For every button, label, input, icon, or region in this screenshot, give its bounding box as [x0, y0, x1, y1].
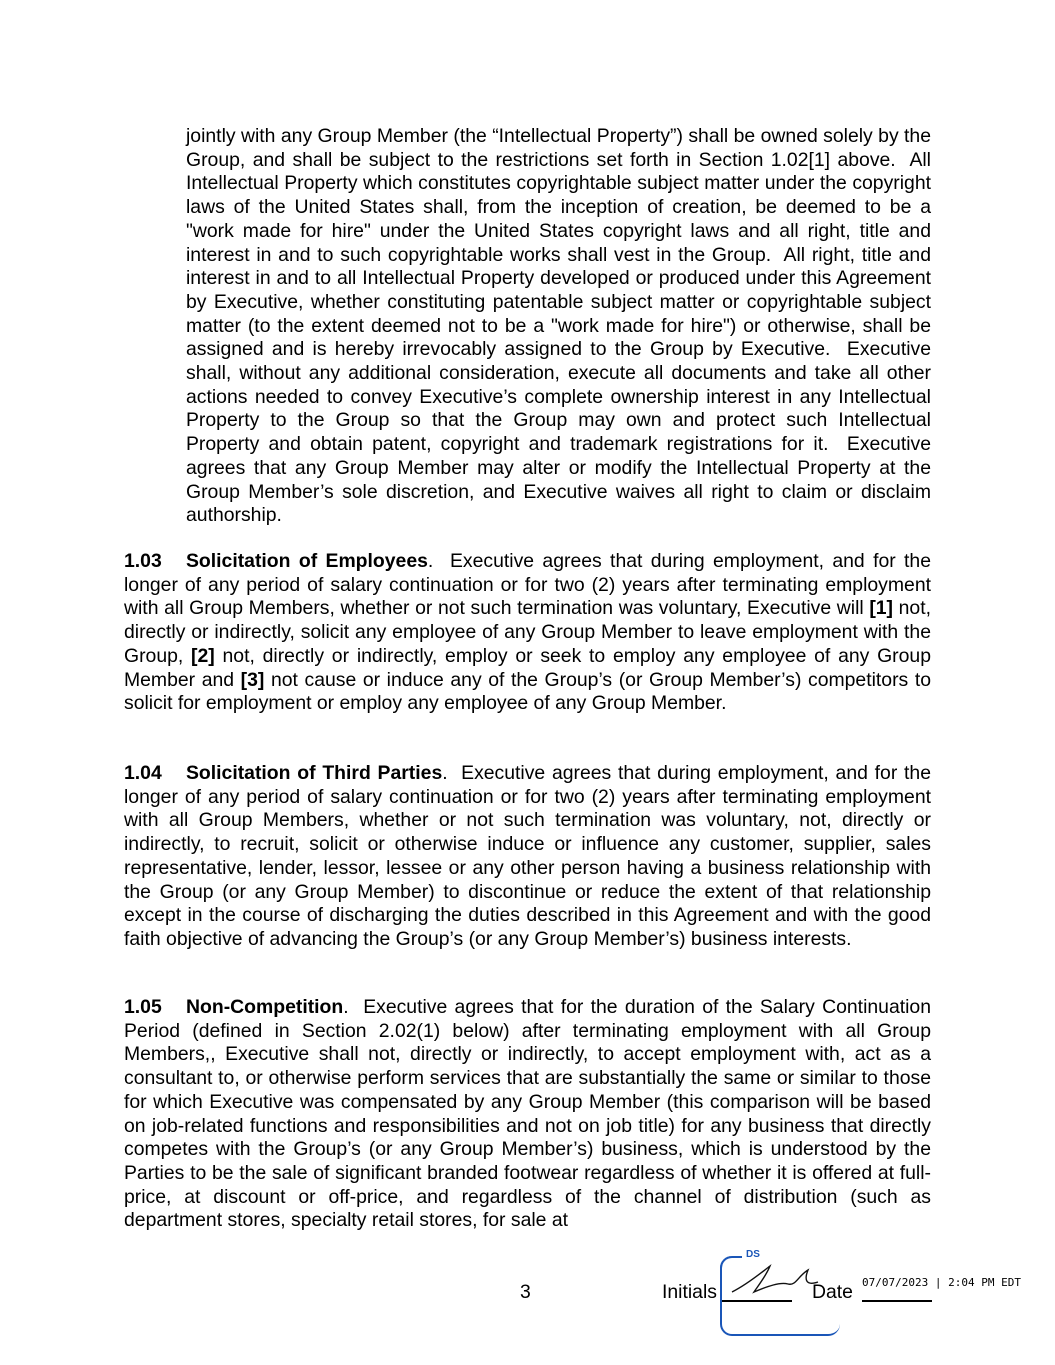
section-heading: Solicitation of Third Parties [186, 762, 443, 784]
section-number: 1.03 [124, 550, 162, 572]
date-label: Date [812, 1281, 853, 1303]
section-heading: Solicitation of Employees [186, 550, 428, 572]
initials-label: Initials [662, 1281, 717, 1303]
section-body: . Executive agrees that during employment, and for the longer of any period of salary continuation or for two (2) years after terminating employment with all Group Members, whether or not such termination was voluntary, not, directly or indirectly, to recruit, solicit or otherwise induce or influence any customer, supplier, sales representative, lender, lessor, lessee or any other person having a business relationship with the Group (or any Group Member) to discontinue or reduce the extent of that relationship except in the course of discharging the duties described in this Agreement and with the good faith objective of advancing the Group’s (or any Group Member’s) business interests. [124, 762, 932, 950]
section-body: not cause or induce any of the Group’s (or Group Member’s) competitors to solicit for employment or employ any employee of any Group Member. [124, 668, 931, 715]
date-line [862, 1300, 932, 1302]
section-body: . Executive agrees that for the duration of the Salary Continuation Period (defined in Section 2.02(1) below) after terminating employment with all Group Members,, Executive shall not, directly or indirectly, to accept employment with, act as a consultant to, or otherwise perform services that are substantially the same or similar to those for which Executive was compensated by any Group Member (this comparison will be based on job-related functions and responsibilities and not on job title) for any business that directly competes with the Group’s (or any Group Member’s) business, which is understood by the Parties to be the sale of significant branded footwear regardless of whether it is offered at full-price, at discount or off-price, and regardless of the channel of distribution (such as department stores, specialty retail stores, for sale at [124, 996, 931, 1232]
section-body: not, directly or indirectly, employ or seek to employ any employee of any Group Member and [124, 644, 931, 691]
section-1-05 [124, 996, 931, 1233]
clause-marker: [1] [869, 597, 894, 620]
section-body: not, directly or indirectly, solicit any employee of any Group Member to leave employment with the Group, [124, 597, 931, 667]
section-1-04 [124, 762, 931, 952]
clause-marker: [2] [191, 644, 215, 667]
section-heading: Non-Competition [186, 996, 344, 1018]
section-1-03 [124, 550, 931, 716]
page-number: 3 [520, 1281, 531, 1303]
section-1-02-continuation: jointly with any Group Member (the “Intellectual Property”) shall be owned solely by the Group, and shall be subject to the restrictions set forth in Section 1.02[1] above. All Intellectual Property which constitutes copyrightable subject matter under the copyright laws of the United States shall, from the inception of creation, be deemed to be a "work made for hire" under the United States copyright laws and all right, title and interest in and to such copyrightable works shall vest in the Group. All right, title and interest in and to all Intellectual Property developed or produced under this Agreement by Executive, whether constituting patentable subject matter or copyrightable subject matter (to the extent deemed not to be a "work made for hire") or otherwise, shall be assigned and is hereby irrevocably assigned to the Group by Executive. Executive shall, without any additional consideration, execute all documents and take all other actions needed to convey Executive’s complete ownership interest in any Intellectual Property to the Group so that the Group may own and protect such Intellectual Property and obtain patent, copyright and trademark registrations for it. Executive agrees that any Group Member may alter or modify the Intellectual Property at the Group Member’s sole discretion, and Executive waives all right to claim or disclaim authorship. [186, 125, 931, 527]
section-body: . Executive agrees that during employment, and for the longer of any period of salary continuation or for two (2) years after terminating employment with all Group Members, whether or not such termination was voluntary, Executive will [124, 550, 932, 620]
signature-timestamp: 07/07/2023 | 2:04 PM EDT [862, 1276, 1021, 1289]
clause-marker: [3] [240, 668, 265, 691]
section-number: 1.04 [124, 762, 162, 784]
section-number: 1.05 [124, 996, 162, 1018]
docusign-label: DS [746, 1249, 760, 1260]
